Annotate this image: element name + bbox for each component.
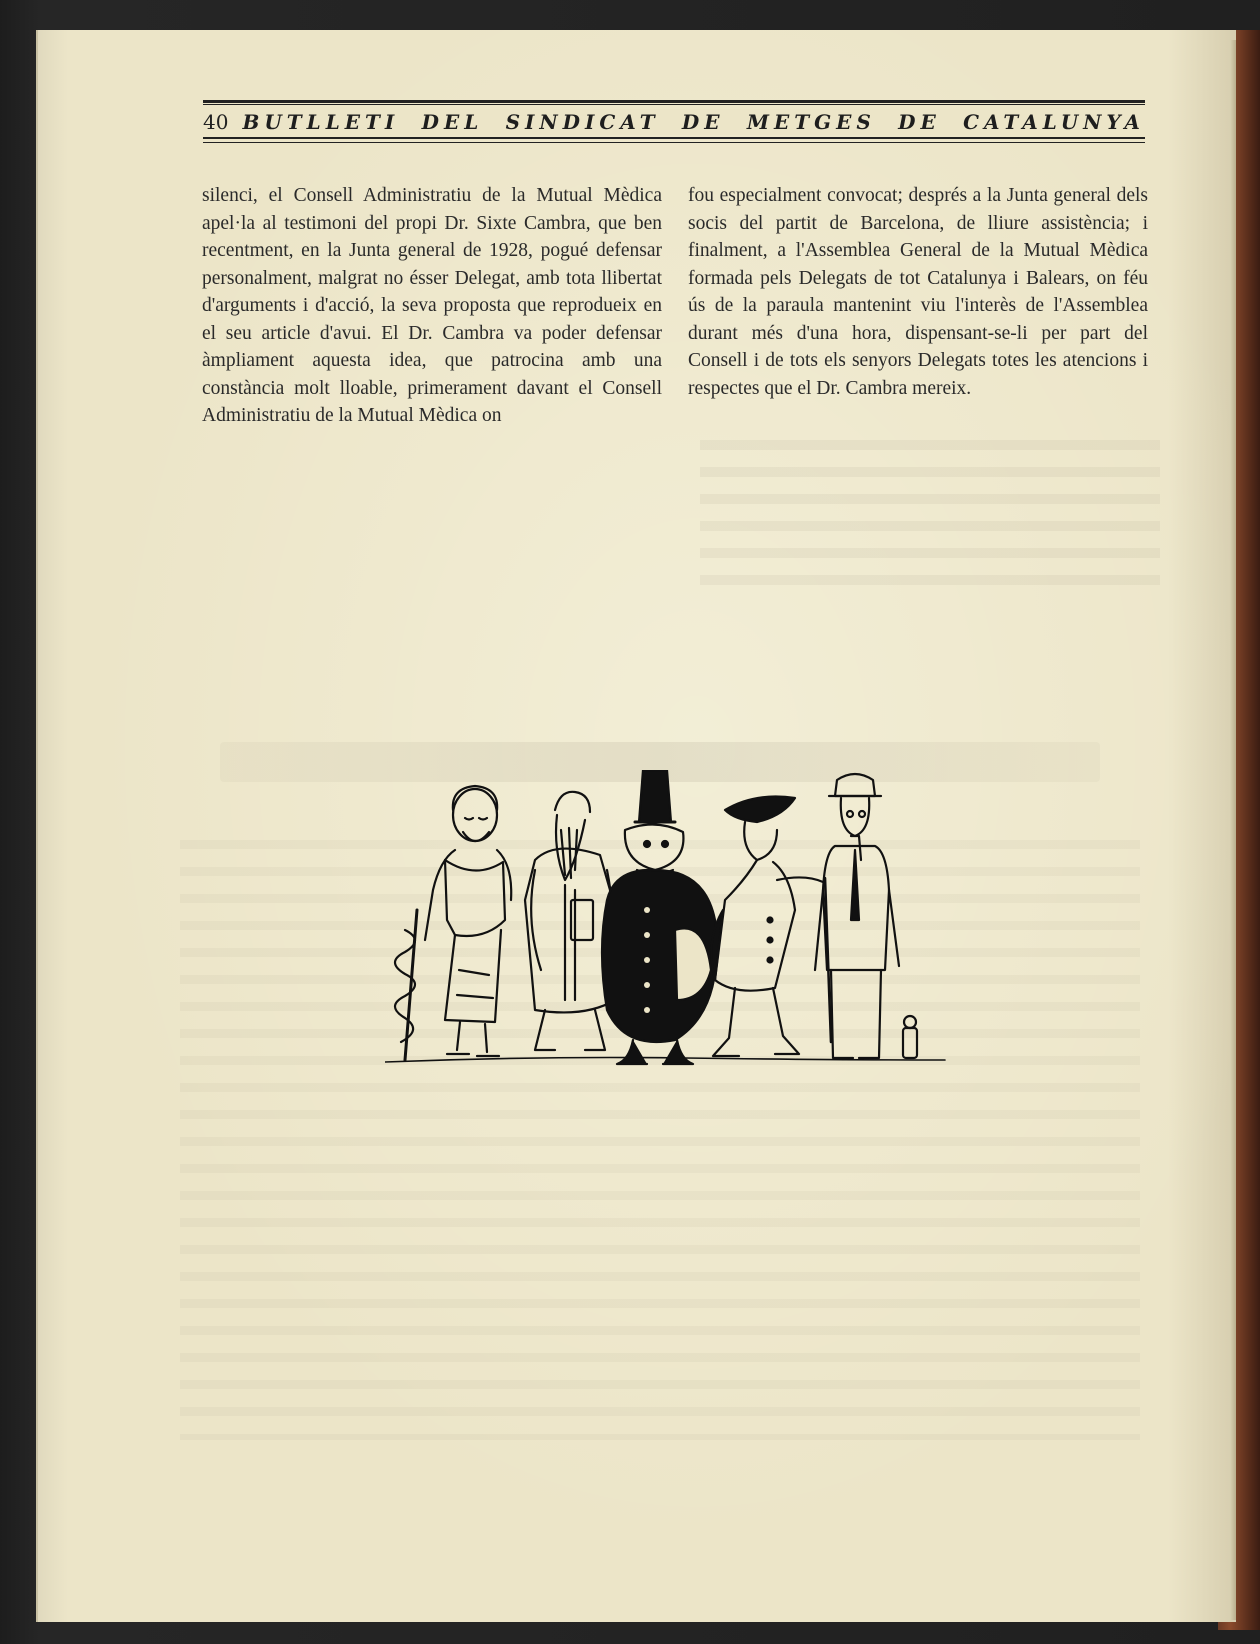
- renaissance-doctor-figure: [525, 792, 615, 1050]
- title-word: BUTLLETI: [242, 110, 400, 134]
- header-rule: [203, 142, 1145, 143]
- round-figure-tall-hat: [602, 770, 717, 1064]
- paragraph: fou especialment convocat; després a la Junta general dels socis del partit de Barcelona, de lliure assistència; i finalment, a l'Assemblea General de la Mutual Mèdica formada pels Delegats de tot Catalunya i Balears, on féu ús de la paraula mantenint viu l'interès de l'Assemblea durant més d'una hora, dispensant-se-li per part del Consell i de tots els senyors Delegats totes les atencions i respectes que el Dr. Cambra mereix.: [688, 185, 1148, 399]
- tricorn-figure: [711, 797, 831, 1057]
- paragraph: silenci, el Consell Administratiu de la Mutual Mèdica apel·la al testimoni del propi Dr. Sixte Cambra, que ben recentment, en la Junta general de 1928, pogué defensar personalment, malgrat no ésser Delegat, amb tota llibertat d'arguments i d'acció, la seva proposta que reprodueix en el seu article d'avui. El Dr. Cambra va poder defensar àmpliament aquesta idea, que patrocina amb una constància molt lloable, primerament davant el Consell Administratiu de la Mutual Mèdica on: [202, 185, 662, 426]
- publication-title: [242, 110, 1145, 134]
- bleed-through-text: [700, 440, 1160, 600]
- title-word: DE: [681, 110, 725, 134]
- page-edge: [1230, 40, 1236, 1620]
- title-word: METGES: [746, 110, 876, 134]
- title-word: CATALUNYA: [963, 110, 1145, 134]
- asclepius-figure: [395, 786, 511, 1060]
- text-column-right: [688, 182, 1148, 402]
- title-word: SINDICAT: [505, 110, 660, 134]
- text-column-left: [202, 182, 662, 430]
- header-rule: [203, 137, 1145, 139]
- page-number: 40: [203, 110, 229, 134]
- title-word: DEL: [421, 110, 484, 134]
- header-row: [203, 109, 1145, 135]
- caricature-figures-illustration: [385, 770, 950, 1075]
- title-word: DE: [898, 110, 941, 134]
- header-rule: [203, 100, 1145, 103]
- header-rule: [203, 104, 1145, 105]
- running-header: [203, 100, 1145, 148]
